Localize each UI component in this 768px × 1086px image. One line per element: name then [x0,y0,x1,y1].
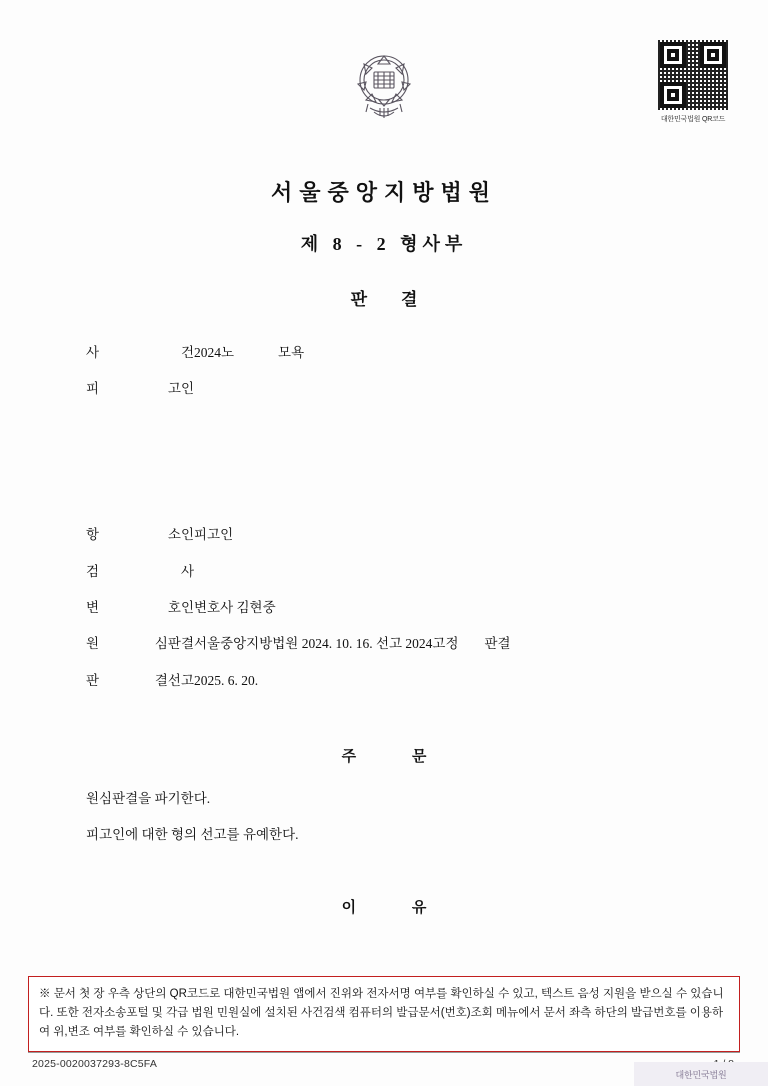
field-value-original-judgment: 서울중앙지방법원 2024. 10. 16. 선고 2024고정 판결 [194,636,511,651]
field-label-original-judgment: 원 심판결 [86,636,194,651]
field-row-sentencing-date [86,671,706,691]
field-label-prosecutor: 검 사 [86,564,194,579]
qr-code-block [654,40,732,124]
field-row-prosecutor [86,562,706,582]
document-type-title: 판결 [350,290,452,309]
document-serial-number: 2025-0020037293-8C5FA [32,1058,158,1070]
watermark-label: 대한민국법원 [675,1069,727,1080]
footer-divider [28,1052,740,1053]
field-value-sentencing-date: 2025. 6. 20. [194,673,259,688]
field-row-attorney [86,598,706,618]
field-label-appellant: 항 소인 [86,527,194,542]
field-row-original-judgment [86,634,706,654]
field-label-case: 사 건 [86,345,194,360]
order-line-1: 원심판결을 파기한다. [86,791,211,806]
verification-notice: ※ 문서 첫 장 우측 상단의 QR코드로 대한민국법원 앱에서 진위와 전자서명 여부를 확인하실 수 있고, 텍스트 음성 지원을 받으실 수 있습니다. 또한 전자소송포털 및 각급 법원 민원실에 설치된 사건검색 컴퓨터의 발급문서(번호)조회 메뉴에서 문서 좌측 하단의 발급번호를 이용하여 위,변조 여부를 확인하실 수 있습니다. [28,976,740,1052]
section-title-order: 주 문 [341,749,453,765]
court-emblem-icon [350,50,418,122]
court-division: 제 8 - 2 형사부 [300,234,468,254]
section-title-reason: 이 유 [341,900,453,916]
order-line-2: 피고인에 대한 형의 선고를 유예한다. [86,827,299,842]
field-label-attorney: 변 호인 [86,600,194,615]
field-row-defendant [86,379,706,399]
watermark-bar [634,1062,768,1086]
qr-code-caption: 대한민국법원 QR코드 [660,116,726,123]
court-name: 서울중앙지방법원 [270,180,498,205]
field-row-case [86,343,706,363]
field-row-appellant [86,525,706,545]
qr-code-image [658,40,728,110]
field-label-sentencing-date: 판 결선고 [86,673,194,688]
qr-finder-bottom-left [660,82,686,108]
field-value-case: 2024노 모욕 [194,345,305,360]
field-value-attorney: 변호사 김현중 [194,600,276,615]
field-label-defendant: 피 고인 [86,381,194,396]
field-value-appellant: 피고인 [194,527,234,542]
